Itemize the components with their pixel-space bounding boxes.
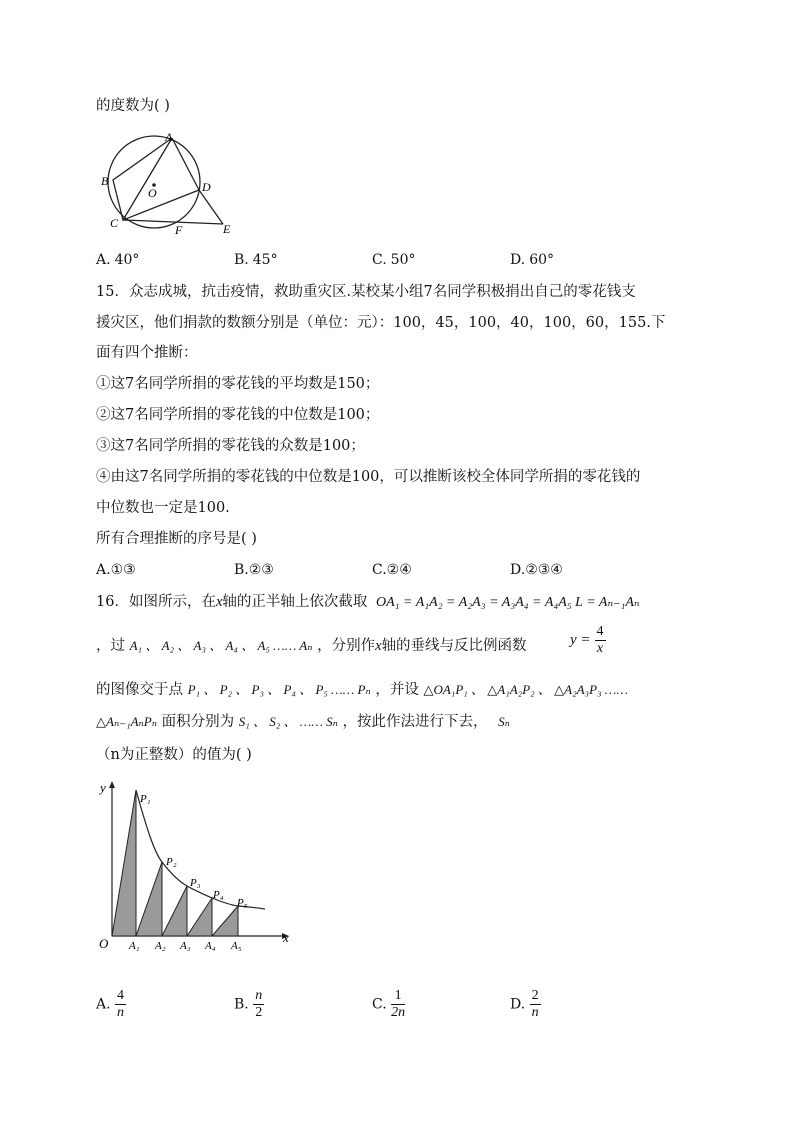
q15-line-1: 15．众志成城，抗击疫情，救助重灾区.某校某小组7名同学积极捐出自己的零花钱支 xyxy=(96,284,636,300)
label-y: y xyxy=(100,780,106,795)
q15-option-b[interactable]: B.②③ xyxy=(234,562,274,578)
q15-line-3: 面有四个推断： xyxy=(96,345,198,361)
q16-option-d[interactable]: D. $\frac{2}{n}$ xyxy=(510,988,539,1020)
label-p3: P₃ xyxy=(190,877,201,889)
q16-line-2: ，过 A₁ 、 A₂ 、 A₃ 、 A₄ 、 A₅ …… Aₙ ，分别作x轴的垂线与反比例函数 xyxy=(96,638,527,654)
label-a2: A₂ xyxy=(155,940,166,952)
label-o: O xyxy=(148,186,157,200)
q15-statement-3: ③这7名同学所捐的零花钱的众数是100； xyxy=(96,438,365,454)
label-o: O xyxy=(99,936,109,951)
segment-de xyxy=(199,190,223,224)
label-a1: A₁ xyxy=(129,940,140,952)
q16-graph xyxy=(90,776,300,958)
q15-option-a[interactable]: A.①③ xyxy=(96,562,136,578)
label-a: A xyxy=(165,130,173,144)
label-a5: A₅ xyxy=(231,940,242,952)
q14-option-a[interactable]: A. 40° xyxy=(96,252,140,268)
label-p2: P₂ xyxy=(166,856,177,868)
segment-ad xyxy=(172,138,199,190)
q15-statement-4a: ④由这7名同学所捐的零花钱的中位数是100，可以推断该校全体同学所捐的零花钱的 xyxy=(96,469,641,485)
q14-prompt-tail: 的度数为( ) xyxy=(96,98,170,114)
segment-cd xyxy=(123,190,199,220)
label-p5: P₅ xyxy=(237,897,248,909)
label-a4: A₄ xyxy=(205,940,216,952)
label-x: x xyxy=(283,930,289,945)
label-p4: P₄ xyxy=(213,889,224,901)
q15-option-d[interactable]: D.②③④ xyxy=(510,562,563,578)
q16-function: y = $\frac{4}{x}$ xyxy=(570,624,604,656)
triangle-3 xyxy=(162,886,187,936)
q15-line-2: 援灾区，他们捐款的数额分别是（单位：元）：100，45，100，40，100，60，155.下 xyxy=(96,315,666,331)
label-a3: A₃ xyxy=(180,940,191,952)
q16-points-p: P₁ 、 P₂ 、 P₃ 、 P₄ 、 P₅ …… Pₙ xyxy=(187,682,371,697)
q14-option-c[interactable]: C. 50° xyxy=(372,252,416,268)
q15-statement-4b: 中位数也一定是100. xyxy=(96,500,230,516)
triangle-5 xyxy=(212,906,238,936)
q16-option-b[interactable]: B. $\frac{n}{2}$ xyxy=(234,988,263,1020)
q16-triangles: △OA₁P₁ 、 △A₁A₂P₂ 、 △A₂A₃P₃ …… xyxy=(423,682,628,697)
q15-question: 所有合理推断的序号是( ) xyxy=(96,531,257,547)
label-e: E xyxy=(223,222,231,236)
q16-line-5: （n为正整数）的值为( ) xyxy=(96,747,252,763)
triangle-abc xyxy=(113,138,172,220)
label-c: C xyxy=(110,216,119,230)
q16-option-a[interactable]: A. $\frac{4}{n}$ xyxy=(96,988,125,1020)
label-p1: P₁ xyxy=(140,793,151,805)
q14-circle-figure xyxy=(96,128,246,238)
q14-option-d[interactable]: D. 60° xyxy=(510,252,555,268)
q16-points-a: A₁ 、 A₂ 、 A₃ 、 A₄ 、 A₅ …… Aₙ xyxy=(129,638,313,653)
q16-areas: S₁ 、 S₂ 、 …… Sₙ xyxy=(238,714,338,729)
q15-statement-2: ②这7名同学所捐的零花钱的中位数是100； xyxy=(96,407,380,423)
triangle-1 xyxy=(112,790,136,936)
q15-statement-1: ①这7名同学所捐的零花钱的平均数是150； xyxy=(96,376,380,392)
label-f: F xyxy=(175,223,183,237)
q14-option-b[interactable]: B. 45° xyxy=(234,252,278,268)
label-d: D xyxy=(202,180,211,194)
triangle-2 xyxy=(136,862,162,936)
q16-line-3: 的图像交于点 P₁ 、 P₂ 、 P₃ 、 P₄ 、 P₅ …… Pₙ ，并设 △OA₁P₁ 、 △A₁A₂P₂ 、 △A₂A₃P₃ …… xyxy=(96,682,628,698)
q16-line-1: 16．如图所示，在x轴的正半轴上依次截取 OA₁ = A₁A₂ = A₂A₃ = A₃A₄ = A₄A₅ L = Aₙ₋₁Aₙ xyxy=(96,594,640,610)
label-b: B xyxy=(101,174,109,188)
q16-equal-segments: OA₁ = A₁A₂ = A₂A₃ = A₃A₄ = A₄A₅ L = Aₙ₋₁Aₙ xyxy=(376,595,640,610)
triangle-4 xyxy=(187,898,212,936)
q16-line-4: △Aₙ₋₁AₙPₙ 面积分别为 S₁ 、 S₂ 、 …… Sₙ ，按此作法进行下去， Sₙ xyxy=(96,714,510,730)
q15-option-c[interactable]: C.②④ xyxy=(372,562,412,578)
y-axis-arrow-icon xyxy=(109,781,115,788)
q16-option-c[interactable]: C. $\frac{1}{2n}$ xyxy=(372,988,406,1020)
